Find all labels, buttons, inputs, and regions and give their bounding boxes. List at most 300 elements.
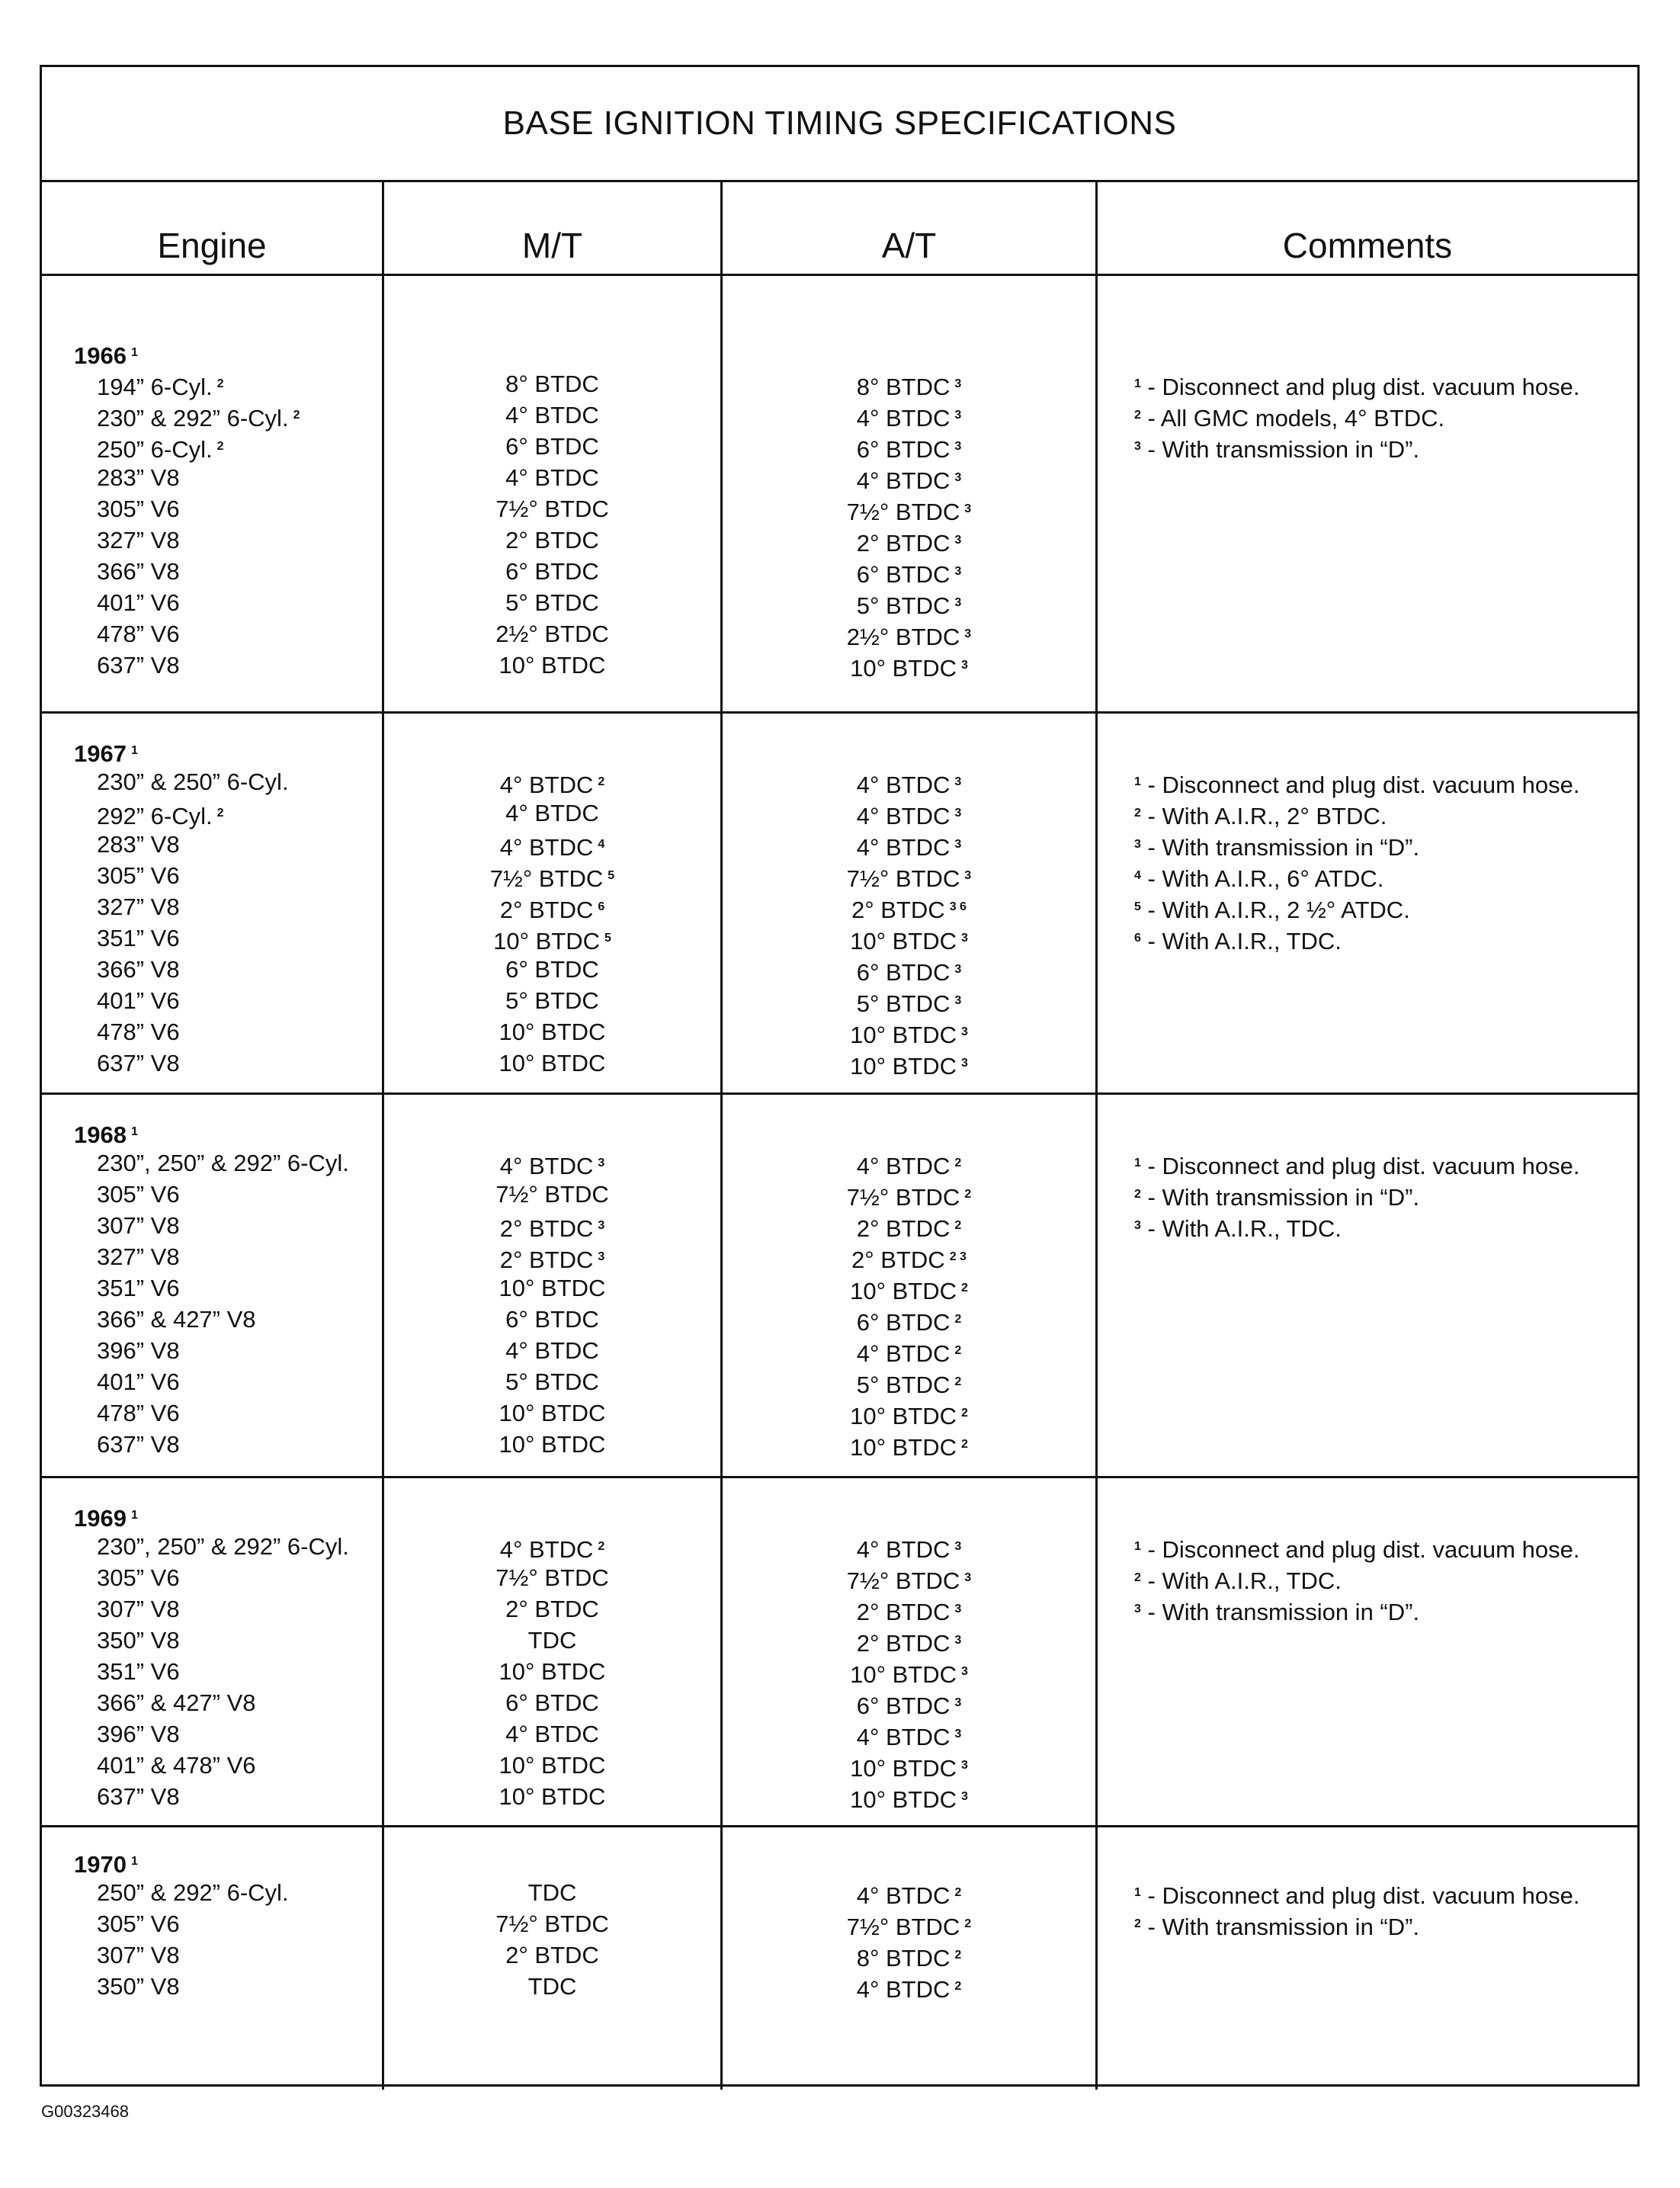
footnote-number: 3 xyxy=(1134,838,1141,851)
footnote-number: 3 xyxy=(1134,1219,1141,1232)
comment-note xyxy=(1134,922,1637,954)
at-timing-cell xyxy=(723,954,1095,985)
mt-timing-cell xyxy=(384,368,720,399)
engine-cell-text: 351” V6 xyxy=(97,1275,180,1301)
footnote-number: 2 xyxy=(1134,1571,1141,1584)
footnote-number: 1 xyxy=(1134,775,1141,788)
footnote-marker: 3 xyxy=(954,534,962,547)
footnote-number: 5 xyxy=(1134,900,1141,913)
comment-note xyxy=(1134,1179,1637,1210)
engine-cell xyxy=(74,1971,382,2002)
engine-cell xyxy=(74,1429,382,1460)
engine-cell xyxy=(74,1718,382,1750)
footnote-marker: 3 xyxy=(954,409,962,422)
year-label xyxy=(74,1116,382,1147)
mt-timing-cell-text: 7½° BTDC xyxy=(495,496,609,522)
at-timing-cell xyxy=(723,1366,1095,1397)
engine-cell xyxy=(74,1750,382,1781)
footnote-marker: 1 xyxy=(130,1509,138,1522)
table-body xyxy=(42,276,1637,2090)
mt-timing-cell xyxy=(384,1272,720,1304)
at-timing-cell-text: 2½° BTDC xyxy=(846,624,960,650)
engine-cell-text: 401” & 478” V6 xyxy=(97,1752,256,1779)
year-label-text: 1968 xyxy=(74,1121,127,1148)
mt-column xyxy=(382,1095,720,1476)
mt-timing-cell-text: TDC xyxy=(527,1973,577,2000)
mt-timing-cell xyxy=(384,1593,720,1625)
footnote-marker: 3 xyxy=(954,596,962,609)
mt-timing-cell-text: 6° BTDC xyxy=(505,1306,599,1333)
engine-cell xyxy=(74,1366,382,1397)
at-timing-cell-text: 10° BTDC xyxy=(850,1022,957,1048)
mt-timing-cell xyxy=(384,650,720,681)
footnote-marker: 3 xyxy=(960,932,968,945)
footnote-marker: 2 xyxy=(954,1344,962,1357)
at-timing-cell-text: 4° BTDC xyxy=(856,1340,951,1367)
engine-cell-text: 283” V8 xyxy=(97,464,180,491)
mt-timing-cell xyxy=(384,1718,720,1750)
mt-timing-cell xyxy=(384,1562,720,1593)
mt-timing-cell xyxy=(384,1939,720,1971)
engine-cell-text: 366” V8 xyxy=(97,956,180,983)
engine-cell xyxy=(74,525,382,556)
comment-note xyxy=(1134,860,1637,891)
footnote-marker: 3 xyxy=(954,440,962,453)
at-timing-cell-text: 4° BTDC xyxy=(856,405,951,432)
mt-timing-cell xyxy=(384,493,720,525)
mt-timing-cell xyxy=(384,1016,720,1047)
year-label xyxy=(74,735,382,766)
footnote-marker: 3 xyxy=(954,565,962,578)
engine-cell-text: 396” V8 xyxy=(97,1337,180,1364)
spacer xyxy=(723,337,1095,368)
at-timing-cell-text: 4° BTDC xyxy=(856,1882,951,1909)
mt-timing-cell xyxy=(384,954,720,985)
mt-timing-cell xyxy=(384,1971,720,2002)
mt-timing-cell xyxy=(384,1335,720,1366)
footnote-marker: 2 xyxy=(960,1282,968,1295)
at-timing-cell xyxy=(723,650,1095,681)
engine-cell-text: 230” & 292” 6-Cyl. xyxy=(97,405,289,432)
engine-column xyxy=(42,714,382,1092)
year-label-text: 1969 xyxy=(74,1505,127,1532)
at-timing-cell xyxy=(723,1047,1095,1079)
mt-timing-cell xyxy=(384,556,720,587)
engine-cell xyxy=(74,493,382,525)
footnote-marker: 3 xyxy=(954,838,962,851)
footnote-marker: 2 xyxy=(964,1188,972,1201)
at-timing-cell-text: 2° BTDC xyxy=(856,530,951,557)
mt-timing-cell-text: 4° BTDC xyxy=(505,402,599,428)
footnote-marker: 3 xyxy=(960,1790,968,1803)
footnote-marker: 2 xyxy=(954,1375,962,1388)
header-engine: Engine xyxy=(157,226,267,265)
at-timing-cell xyxy=(723,1625,1095,1656)
comment-text: - With transmission in “D”. xyxy=(1140,834,1420,861)
at-timing-cell xyxy=(723,1531,1095,1562)
mt-timing-cell-text: 10° BTDC xyxy=(493,928,600,954)
engine-cell-text: 637” V8 xyxy=(97,1783,180,1810)
at-timing-cell xyxy=(723,860,1095,891)
at-timing-cell-text: 10° BTDC xyxy=(850,1053,957,1080)
engine-cell-text: 230” & 250” 6-Cyl. xyxy=(97,768,289,795)
footnote-marker: 4 xyxy=(598,838,605,851)
engine-cell xyxy=(74,556,382,587)
mt-timing-cell-text: 10° BTDC xyxy=(499,1400,606,1426)
at-timing-cell-text: 5° BTDC xyxy=(856,1372,951,1398)
engine-cell xyxy=(74,587,382,618)
engine-cell-text: 366” V8 xyxy=(97,558,180,585)
footnote-marker: 2 xyxy=(954,1886,962,1899)
footnote-number: 2 xyxy=(1134,1188,1141,1201)
engine-cell-text: 194” 6-Cyl. xyxy=(97,374,213,400)
mt-timing-cell xyxy=(384,618,720,650)
comment-text: - With A.I.R., 2° BTDC. xyxy=(1140,803,1387,829)
mt-timing-cell xyxy=(384,1147,720,1179)
engine-cell-text: 250” & 292” 6-Cyl. xyxy=(97,1879,289,1906)
at-timing-cell-text: 10° BTDC xyxy=(850,1434,957,1461)
engine-cell-text: 305” V6 xyxy=(97,862,180,889)
engine-cell-text: 478” V6 xyxy=(97,621,180,647)
footnote-marker: 2 xyxy=(960,1407,968,1420)
mt-timing-cell-text: 10° BTDC xyxy=(499,1752,606,1779)
at-timing-cell xyxy=(723,1304,1095,1335)
footnote-marker: 5 xyxy=(608,869,615,882)
mt-timing-cell xyxy=(384,587,720,618)
footnote-marker: 3 xyxy=(960,1665,968,1678)
footnote-marker: 3 xyxy=(954,1728,962,1740)
at-timing-cell xyxy=(723,493,1095,525)
comment-note xyxy=(1134,1562,1637,1593)
at-timing-cell xyxy=(723,1877,1095,1908)
mt-timing-cell-text: 10° BTDC xyxy=(499,652,606,679)
footnote-marker: 3 xyxy=(954,1603,962,1615)
mt-timing-cell-text: 2° BTDC xyxy=(505,1596,599,1622)
engine-cell xyxy=(74,1272,382,1304)
mt-column xyxy=(382,276,720,711)
at-timing-cell-text: 7½° BTDC xyxy=(846,1184,960,1211)
header-mt: M/T xyxy=(382,182,720,274)
engine-cell-text: 305” V6 xyxy=(97,1181,180,1208)
mt-timing-cell-text: 4° BTDC xyxy=(499,1153,594,1179)
mt-timing-cell-text: 4° BTDC xyxy=(499,772,594,798)
engine-cell-text: 283” V8 xyxy=(97,831,180,858)
engine-cell xyxy=(74,922,382,954)
mt-timing-cell xyxy=(384,1908,720,1939)
mt-timing-cell-text: 2° BTDC xyxy=(499,1246,594,1273)
comment-text: - Disconnect and plug dist. vacuum hose. xyxy=(1140,1153,1580,1179)
comments-column xyxy=(1095,276,1637,711)
at-timing-cell xyxy=(723,1908,1095,1939)
footnote-marker: 3 xyxy=(954,1634,962,1647)
comment-text: - Disconnect and plug dist. vacuum hose. xyxy=(1140,1882,1580,1909)
engine-cell-text: 327” V8 xyxy=(97,1243,180,1270)
engine-cell-text: 478” V6 xyxy=(97,1019,180,1045)
engine-cell xyxy=(74,985,382,1016)
footnote-marker: 3 xyxy=(598,1250,605,1263)
at-timing-cell-text: 6° BTDC xyxy=(856,1692,951,1719)
at-timing-cell xyxy=(723,1939,1095,1971)
comment-text: - Disconnect and plug dist. vacuum hose. xyxy=(1140,772,1580,798)
engine-column xyxy=(42,1478,382,1825)
footnote-number: 4 xyxy=(1134,869,1141,882)
mt-timing-cell-text: 7½° BTDC xyxy=(495,1181,609,1208)
spacer xyxy=(1134,1846,1637,1877)
at-timing-cell xyxy=(723,1718,1095,1750)
engine-cell-text: 292” 6-Cyl. xyxy=(97,803,213,829)
spacer xyxy=(1134,735,1637,766)
mt-timing-cell xyxy=(384,1179,720,1210)
mt-timing-cell xyxy=(384,891,720,922)
engine-cell xyxy=(74,1047,382,1079)
footnote-marker: 2 3 xyxy=(949,1250,967,1263)
footnote-marker: 3 xyxy=(954,1696,962,1709)
footnote-number: 6 xyxy=(1134,932,1141,945)
engine-cell xyxy=(74,891,382,922)
at-timing-cell xyxy=(723,525,1095,556)
mt-timing-cell-text: 5° BTDC xyxy=(505,589,599,616)
at-timing-cell xyxy=(723,922,1095,954)
engine-cell-text: 230”, 250” & 292” 6-Cyl. xyxy=(97,1150,349,1176)
comments-column xyxy=(1095,1478,1637,1825)
at-timing-cell-text: 6° BTDC xyxy=(856,436,951,463)
engine-cell-text: 401” V6 xyxy=(97,1368,180,1395)
engine-cell-text: 350” V8 xyxy=(97,1627,180,1654)
at-timing-cell-text: 2° BTDC xyxy=(856,1215,951,1242)
at-timing-cell-text: 4° BTDC xyxy=(856,803,951,829)
comment-text: - All GMC models, 4° BTDC. xyxy=(1140,405,1445,432)
engine-cell xyxy=(74,1781,382,1812)
mt-timing-cell xyxy=(384,797,720,829)
footnote-marker: 2 xyxy=(954,1949,962,1962)
engine-cell xyxy=(74,1687,382,1718)
footnote-marker: 2 xyxy=(598,1540,605,1553)
footnote-marker: 2 xyxy=(216,377,224,390)
footnote-number: 2 xyxy=(1134,807,1141,820)
year-label xyxy=(74,1500,382,1531)
footnote-marker: 3 xyxy=(954,471,962,484)
mt-timing-cell-text: 6° BTDC xyxy=(505,1689,599,1716)
footnote-marker: 3 xyxy=(954,377,962,390)
at-timing-cell-text: 10° BTDC xyxy=(850,1403,957,1429)
at-timing-cell xyxy=(723,1147,1095,1179)
footnote-marker: 2 xyxy=(960,1438,968,1451)
engine-column xyxy=(42,276,382,711)
mt-timing-cell-text: 4° BTDC xyxy=(505,800,599,826)
mt-timing-cell-text: 6° BTDC xyxy=(505,433,599,460)
comment-text: - With transmission in “D”. xyxy=(1140,1184,1420,1211)
engine-cell-text: 307” V8 xyxy=(97,1596,180,1622)
engine-cell-text: 637” V8 xyxy=(97,1050,180,1076)
engine-column xyxy=(42,1095,382,1476)
at-timing-cell xyxy=(723,1241,1095,1272)
mt-timing-cell-text: 7½° BTDC xyxy=(495,1910,609,1937)
comment-note xyxy=(1134,1531,1637,1562)
at-timing-cell xyxy=(723,1179,1095,1210)
mt-timing-cell xyxy=(384,1210,720,1241)
engine-cell-text: 478” V6 xyxy=(97,1400,180,1426)
footnote-marker: 1 xyxy=(130,1125,138,1138)
footnote-marker: 3 xyxy=(960,1759,968,1772)
mt-timing-cell xyxy=(384,1241,720,1272)
at-timing-cell xyxy=(723,891,1095,922)
footnote-marker: 2 xyxy=(954,1157,962,1169)
at-column xyxy=(720,1095,1095,1476)
spacer xyxy=(1134,1500,1637,1531)
mt-timing-cell-text: 10° BTDC xyxy=(499,1783,606,1810)
engine-cell-text: 350” V8 xyxy=(97,1973,180,2000)
footnote-marker: 3 xyxy=(960,1025,968,1038)
footnote-marker: 2 xyxy=(216,807,224,820)
at-timing-cell xyxy=(723,985,1095,1016)
at-timing-cell-text: 10° BTDC xyxy=(850,1278,957,1304)
spacer xyxy=(384,1846,720,1877)
spacer xyxy=(384,1500,720,1531)
mt-timing-cell-text: 7½° BTDC xyxy=(489,865,604,892)
footnote-marker: 2 xyxy=(954,1980,962,1993)
footnote-number: 1 xyxy=(1134,1540,1141,1553)
at-timing-cell xyxy=(723,368,1095,399)
footnote-marker: 2 xyxy=(216,440,224,453)
engine-cell-text: 351” V6 xyxy=(97,925,180,951)
mt-timing-cell xyxy=(384,860,720,891)
comment-text: - With A.I.R., TDC. xyxy=(1140,928,1342,954)
footnote-marker: 2 xyxy=(954,1219,962,1232)
engine-column xyxy=(42,1827,382,2090)
mt-timing-cell-text: 4° BTDC xyxy=(499,1536,594,1563)
footnote-marker: 3 xyxy=(960,659,968,672)
engine-cell xyxy=(74,766,382,797)
timing-spec-table xyxy=(40,65,1640,2087)
footnote-number: 2 xyxy=(1134,1917,1141,1930)
at-timing-cell xyxy=(723,1781,1095,1812)
engine-cell xyxy=(74,1397,382,1429)
at-timing-cell-text: 4° BTDC xyxy=(856,467,951,494)
at-timing-cell-text: 10° BTDC xyxy=(850,1786,957,1813)
mt-column xyxy=(382,714,720,1092)
engine-cell xyxy=(74,368,382,399)
at-timing-cell-text: 8° BTDC xyxy=(856,374,951,400)
at-timing-cell-text: 5° BTDC xyxy=(856,592,951,619)
footnote-marker: 3 xyxy=(964,502,972,515)
year-section-1969 xyxy=(42,1478,1637,1827)
at-timing-cell-text: 4° BTDC xyxy=(856,1724,951,1750)
at-column xyxy=(720,714,1095,1092)
engine-cell xyxy=(74,618,382,650)
at-timing-cell-text: 6° BTDC xyxy=(856,959,951,986)
mt-column xyxy=(382,1827,720,2090)
footnote-number: 3 xyxy=(1134,440,1141,453)
at-timing-cell xyxy=(723,829,1095,860)
mt-timing-cell-text: 4° BTDC xyxy=(505,464,599,491)
at-timing-cell-text: 2° BTDC xyxy=(856,1599,951,1625)
engine-cell-text: 307” V8 xyxy=(97,1942,180,1968)
year-label xyxy=(74,1846,382,1877)
engine-cell xyxy=(74,1625,382,1656)
footnote-marker: 1 xyxy=(130,1855,138,1868)
engine-cell-text: 351” V6 xyxy=(97,1658,180,1685)
at-timing-cell xyxy=(723,1687,1095,1718)
at-timing-cell xyxy=(723,1335,1095,1366)
engine-cell xyxy=(74,431,382,462)
comment-note xyxy=(1134,1147,1637,1179)
spacer xyxy=(384,337,720,368)
mt-timing-cell xyxy=(384,1047,720,1079)
engine-cell-text: 327” V8 xyxy=(97,893,180,920)
mt-timing-cell-text: 4° BTDC xyxy=(505,1721,599,1747)
engine-cell xyxy=(74,797,382,829)
mt-column xyxy=(382,1478,720,1825)
engine-cell-text: 327” V8 xyxy=(97,527,180,553)
mt-timing-cell xyxy=(384,1656,720,1687)
spacer xyxy=(384,735,720,766)
engine-cell xyxy=(74,462,382,493)
footnote-marker: 6 xyxy=(598,900,605,913)
footnote-marker: 3 xyxy=(598,1219,605,1232)
engine-cell-text: 401” V6 xyxy=(97,987,180,1014)
mt-timing-cell xyxy=(384,525,720,556)
spacer xyxy=(723,1500,1095,1531)
mt-timing-cell-text: 2½° BTDC xyxy=(495,621,609,647)
at-timing-cell xyxy=(723,797,1095,829)
mt-timing-cell-text: 7½° BTDC xyxy=(495,1564,609,1591)
spacer xyxy=(723,1846,1095,1877)
at-timing-cell xyxy=(723,1562,1095,1593)
engine-cell-text: 366” & 427” V8 xyxy=(97,1689,256,1716)
at-timing-cell xyxy=(723,1656,1095,1687)
comment-note xyxy=(1134,1210,1637,1241)
engine-cell xyxy=(74,1877,382,1908)
engine-cell-text: 305” V6 xyxy=(97,1564,180,1591)
mt-timing-cell xyxy=(384,462,720,493)
mt-timing-cell-text: 5° BTDC xyxy=(505,1368,599,1395)
mt-timing-cell xyxy=(384,1366,720,1397)
engine-cell xyxy=(74,650,382,681)
spacer xyxy=(1134,1116,1637,1147)
mt-timing-cell xyxy=(384,985,720,1016)
at-timing-cell xyxy=(723,1210,1095,1241)
footnote-marker: 3 xyxy=(964,869,972,882)
engine-cell xyxy=(74,1241,382,1272)
engine-cell xyxy=(74,954,382,985)
year-label xyxy=(74,337,382,368)
mt-timing-cell xyxy=(384,1531,720,1562)
at-timing-cell-text: 10° BTDC xyxy=(850,1755,957,1782)
mt-timing-cell-text: TDC xyxy=(527,1879,577,1906)
mt-timing-cell xyxy=(384,1625,720,1656)
mt-timing-cell-text: 10° BTDC xyxy=(499,1431,606,1458)
footnote-number: 1 xyxy=(1134,1157,1141,1169)
comment-note xyxy=(1134,829,1637,860)
at-timing-cell xyxy=(723,556,1095,587)
at-timing-cell-text: 4° BTDC xyxy=(856,1536,951,1563)
spacer xyxy=(723,735,1095,766)
mt-timing-cell-text: 4° BTDC xyxy=(505,1337,599,1364)
footnote-marker: 3 xyxy=(964,1571,972,1584)
at-timing-cell xyxy=(723,1971,1095,2002)
mt-timing-cell xyxy=(384,1877,720,1908)
mt-timing-cell xyxy=(384,1304,720,1335)
at-timing-cell-text: 7½° BTDC xyxy=(846,1567,960,1594)
at-column xyxy=(720,1827,1095,2090)
engine-cell-text: 230”, 250” & 292” 6-Cyl. xyxy=(97,1533,349,1560)
mt-timing-cell-text: 10° BTDC xyxy=(499,1050,606,1076)
engine-cell xyxy=(74,829,382,860)
at-timing-cell xyxy=(723,1397,1095,1429)
spacer xyxy=(723,1116,1095,1147)
header-row xyxy=(42,182,1637,276)
footnote-number: 3 xyxy=(1134,1603,1141,1615)
